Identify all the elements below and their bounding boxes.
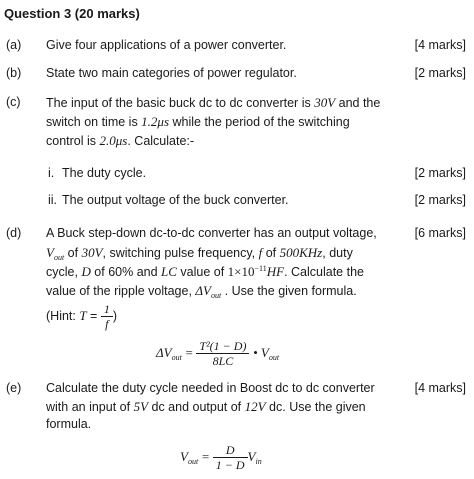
- part-b-label: (b): [6, 66, 22, 80]
- part-e-label: (e): [6, 381, 22, 395]
- part-e-line1: Calculate the duty cycle needed in Boost dc to dc converter: [46, 381, 375, 395]
- part-d-line4: value of the ripple voltage, $\Delta V_{out}$ . Use the given formula.: [46, 283, 357, 300]
- part-c-i-text: The duty cycle.: [62, 166, 147, 180]
- part-c-line3: control is 2.0μs. Calculate:-: [46, 133, 195, 148]
- part-e-formula: $V_{out}$ = $\frac{D}{1 - D}$ $V_{in}$: [180, 443, 262, 473]
- part-c-line2: switch on time is 1.2μs while the period of the switching: [46, 114, 350, 129]
- part-c-ii-label: ii.: [48, 193, 58, 207]
- part-a-marks: [4 marks]: [414, 38, 466, 52]
- part-e-line3: formula.: [46, 417, 92, 431]
- part-c-label: (c): [6, 95, 21, 109]
- part-d-line1: A Buck step-down dc-to-dc converter has an output voltage,: [46, 226, 377, 240]
- part-c-i-label: i.: [48, 166, 55, 180]
- question-title: Question 3 (20 marks): [4, 6, 140, 21]
- part-d-formula: $\Delta V_{out}$ = $\frac{\text{T²(1 − D)}}{8LC}$ • $V_{out}$: [156, 339, 280, 369]
- part-c-ii-text: The output voltage of the buck converter.: [62, 193, 289, 207]
- part-d-label: (d): [6, 226, 22, 240]
- part-d-hint: (Hint: T = $\frac{1}{f}$ ): [46, 302, 117, 332]
- part-d-line3: cycle, D of 60% and LC value of $1\times 10^{-11}HF$. Calculate the: [46, 264, 364, 279]
- part-d-line2: $V_{out}$ of 30V, switching pulse frequency, f of 500KHz, duty: [46, 245, 353, 262]
- part-c-i-marks: [2 marks]: [414, 166, 466, 180]
- part-b-text: State two main categories of power regulator.: [46, 66, 297, 80]
- part-e-line2: with an input of 5V dc and output of 12V dc. Use the given: [46, 399, 366, 414]
- part-a-text: Give four applications of a power converter.: [46, 38, 287, 52]
- part-d-marks: [6 marks]: [414, 226, 466, 240]
- part-c-line1: The input of the basic buck dc to dc converter is 30V and the: [46, 95, 381, 110]
- part-e-marks: [4 marks]: [414, 381, 466, 395]
- part-b-marks: [2 marks]: [414, 66, 466, 80]
- part-a-label: (a): [6, 38, 22, 52]
- part-c-ii-marks: [2 marks]: [414, 193, 466, 207]
